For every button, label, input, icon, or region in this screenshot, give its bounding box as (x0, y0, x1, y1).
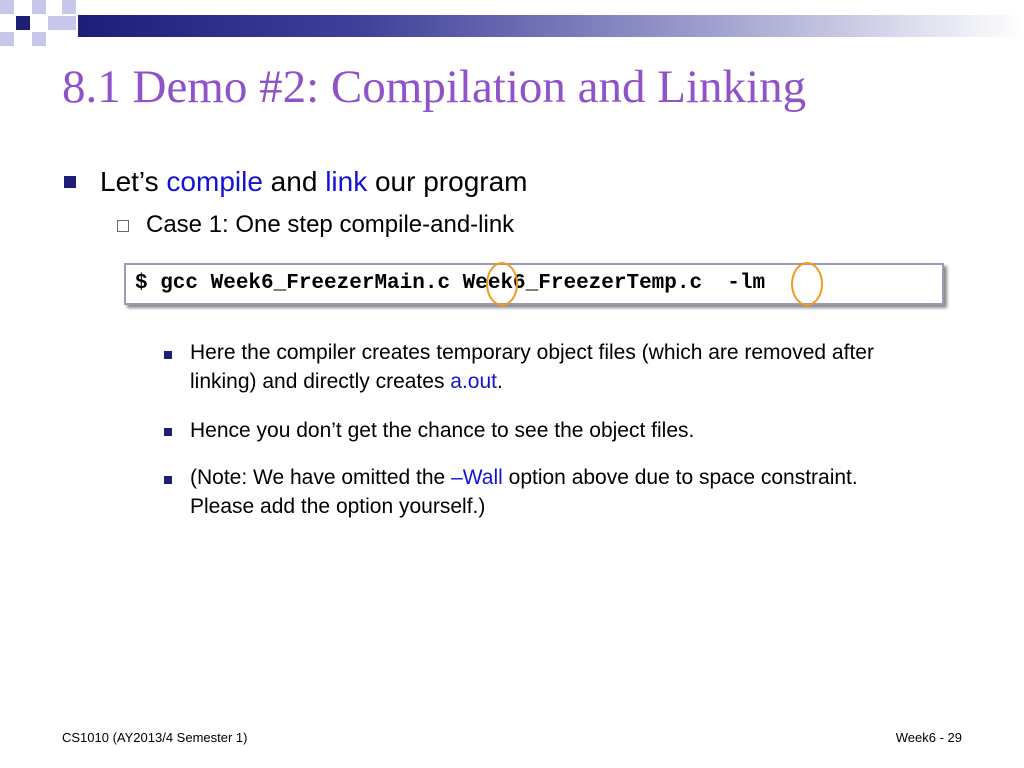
point-text: . (497, 370, 503, 393)
detail-point-1 (190, 338, 890, 396)
detail-point-3 (190, 463, 890, 521)
keyword-link: link (325, 166, 368, 197)
main-bullet (100, 166, 528, 198)
bullet-text: Let’s (100, 166, 167, 197)
decor-square (0, 32, 14, 46)
detail-point-2: Hence you don’t get the chance to see the object files. (190, 419, 695, 442)
keyword-aout: a.out (450, 370, 498, 393)
decor-square (0, 0, 14, 14)
hollow-square-icon (117, 220, 129, 232)
slide-title: 8.1 Demo #2: Compilation and Linking (62, 61, 807, 113)
footer-page-number: Week6 - 29 (895, 730, 962, 745)
decor-square (16, 16, 30, 30)
code-command: $ gcc Week6_FreezerMain.c Week6_FreezerTemp.c -lm (135, 272, 766, 295)
point-text: (Note: We have omitted the (190, 466, 452, 489)
keyword-wall: –Wall (451, 466, 503, 489)
decor-square (48, 16, 62, 30)
decor-square (32, 0, 46, 14)
decor-square (32, 32, 46, 46)
bullet-text: our program (367, 166, 528, 197)
highlight-circle (791, 262, 823, 306)
bullet-small-square-icon (164, 476, 172, 484)
sub-bullet: Case 1: One step compile-and-link (146, 211, 515, 238)
keyword-compile: compile (166, 166, 263, 197)
point-text: option above due to space constraint. Please add the option yourself.) (190, 466, 858, 518)
bullet-small-square-icon (164, 351, 172, 359)
decor-square (62, 0, 76, 14)
decor-square (62, 16, 76, 30)
footer-course: CS1010 (AY2013/4 Semester 1) (62, 730, 248, 745)
bullet-text: and (262, 166, 326, 197)
bullet-small-square-icon (164, 428, 172, 436)
bullet-square-icon (64, 176, 76, 188)
header-bar (78, 15, 1024, 37)
point-text: Here the compiler creates temporary object files (which are removed after linking) and directly creates (190, 341, 874, 393)
highlight-circle (486, 262, 518, 306)
